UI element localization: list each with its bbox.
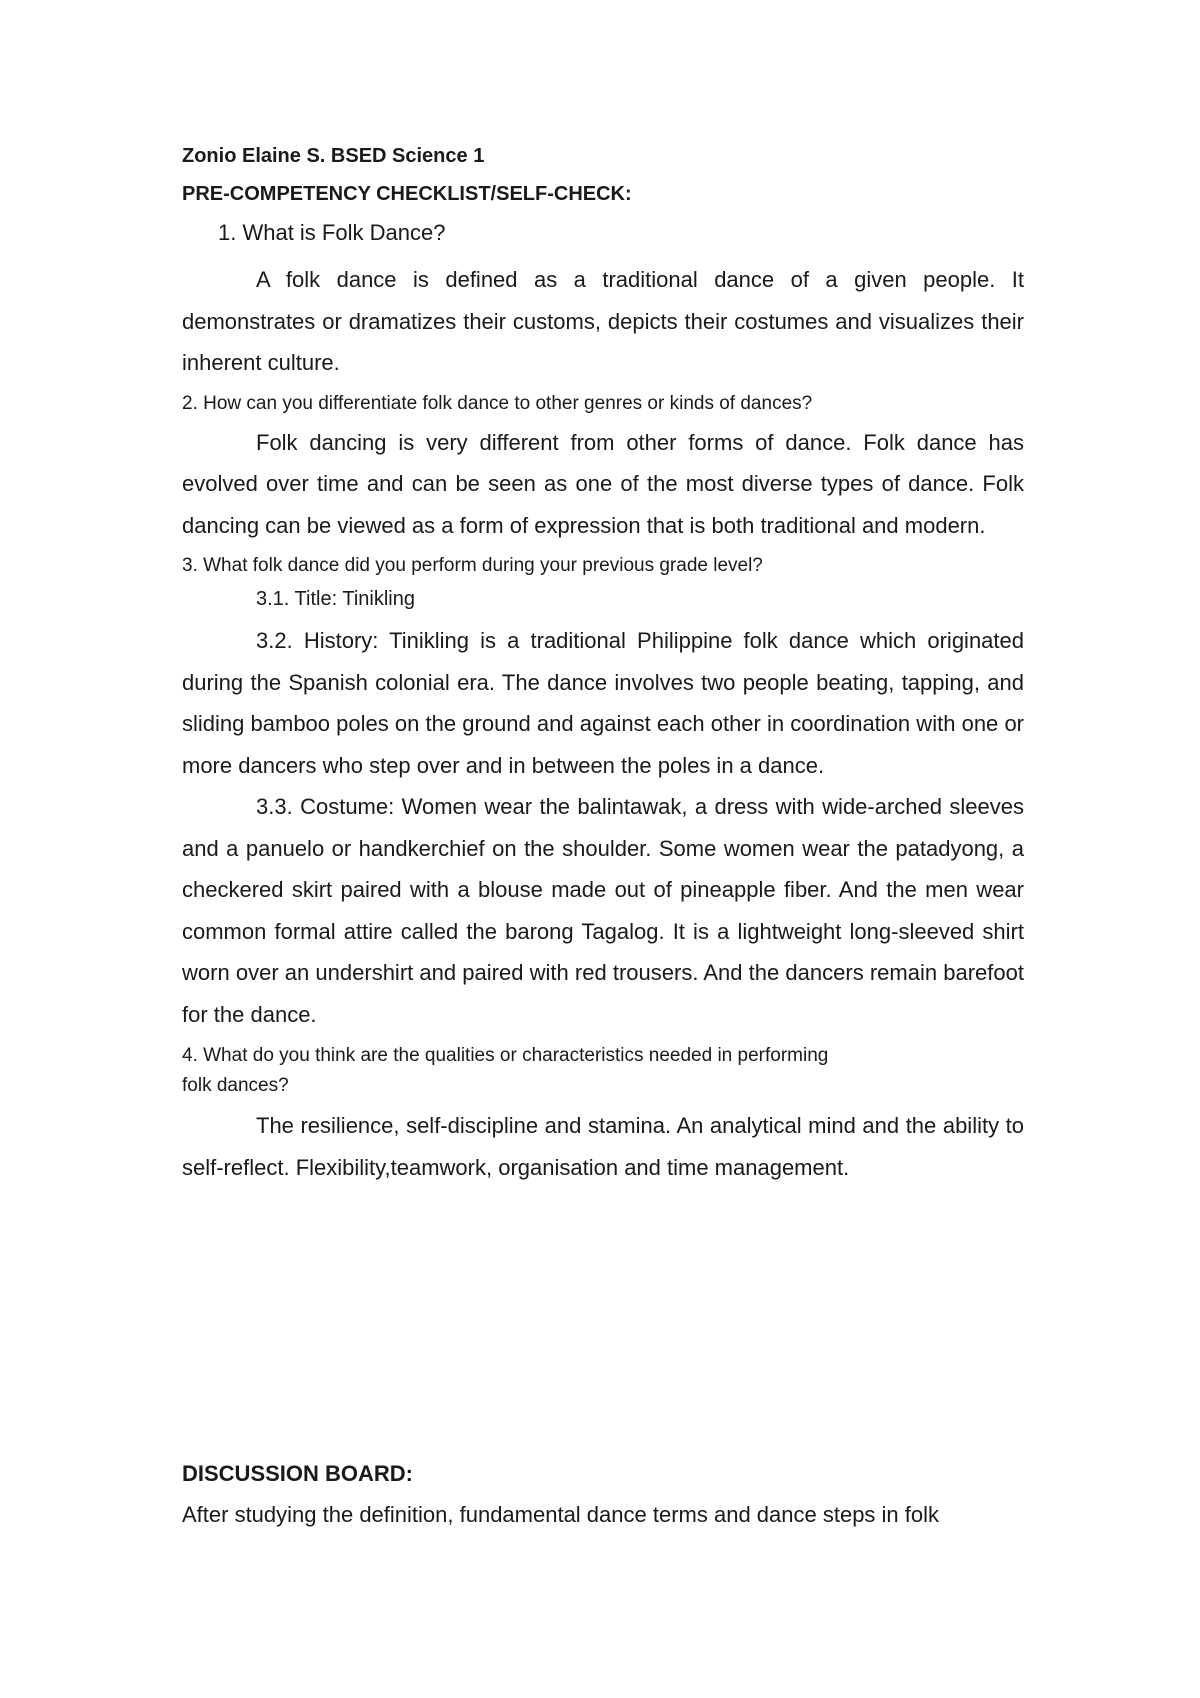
- question-2: 2. How can you differentiate folk dance to other genres or kinds of dances?: [182, 392, 813, 414]
- question-4-line-1: 4. What do you think are the qualities or characteristics needed in performing: [182, 1045, 829, 1066]
- answer-3-costume: 3.3. Costume: Women wear the balintawak, a dress with wide-arched sleeves and a panuelo or handkerchief on the shoulder. Some women wear the patadyong, a checkered skirt paired with a blouse made out of pineapple fiber. And the men wear common formal attire called the barong Tagalog. It is a lightweight long-sleeved shirt worn over an undershirt and paired with red trousers. And the dancers remain barefoot for the dance.: [182, 794, 1024, 1027]
- answer-3-history: 3.2. History: Tinikling is a traditional Philippine folk dance which originated during the Spanish colonial era. The dance involves two people beating, tapping, and sliding bamboo poles on the ground and against each other in coordination with one or more dancers who step over and in between the poles in a dance.: [182, 628, 1024, 778]
- question-1: 1. What is Folk Dance?: [218, 220, 446, 245]
- question-3: 3. What folk dance did you perform during your previous grade level?: [182, 555, 763, 576]
- answer-4: The resilience, self-discipline and stamina. An analytical mind and the ability to self-reflect. Flexibility,teamwork, organisation and time management.: [182, 1113, 1024, 1180]
- discussion-board-text: After studying the definition, fundamental dance terms and dance steps in folk: [182, 1502, 940, 1527]
- answer-3-title: 3.1. Title: Tinikling: [256, 588, 415, 610]
- discussion-board-title: DISCUSSION BOARD:: [182, 1461, 414, 1486]
- answer-1: A folk dance is defined as a traditional dance of a given people. It demonstrates or dramatizes their customs, depicts their costumes and visualizes their inherent culture.: [182, 267, 1024, 375]
- checklist-title: PRE-COMPETENCY CHECKLIST/SELF-CHECK:: [182, 183, 632, 205]
- answer-2: Folk dancing is very different from other forms of dance. Folk dance has evolved over time and can be seen as one of the most diverse types of dance. Folk dancing can be viewed as a form of expression that is both traditional and modern.: [182, 429, 1024, 538]
- document-content: [182, 143, 1024, 1188]
- student-name-line: Zonio Elaine S. BSED Science 1: [182, 145, 485, 167]
- question-4-line-2: folk dances?: [182, 1075, 289, 1096]
